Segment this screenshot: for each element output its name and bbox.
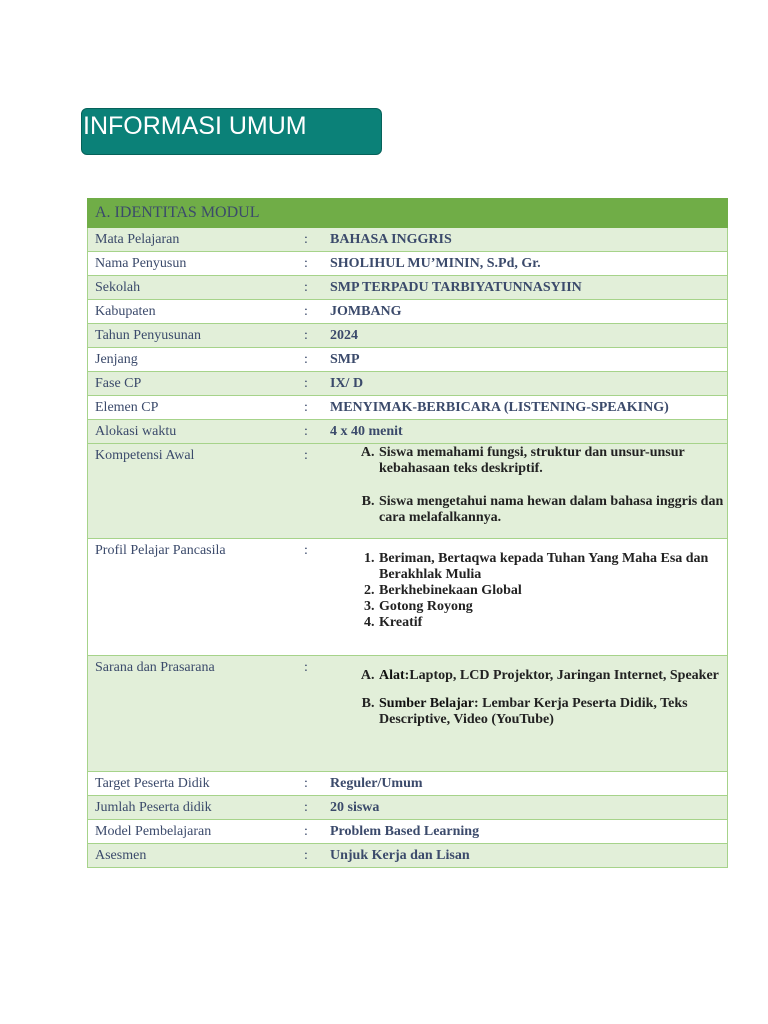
section-heading: A. IDENTITAS MODUL bbox=[88, 199, 728, 228]
row-label: Mata Pelajaran bbox=[88, 228, 304, 252]
table-row bbox=[88, 420, 728, 444]
row-label: Fase CP bbox=[88, 372, 304, 396]
sarana-list-continued bbox=[330, 696, 727, 728]
table-row bbox=[88, 844, 728, 868]
row-value: SHOLIHUL MU’MININ, S.Pd, Gr. bbox=[326, 252, 728, 276]
table-heading-row bbox=[88, 199, 728, 228]
row-value: 4 x 40 menit bbox=[326, 420, 728, 444]
table-row bbox=[88, 772, 728, 796]
row-separator: : bbox=[304, 539, 326, 656]
kompetensi-list-continued bbox=[330, 494, 727, 526]
row-separator: : bbox=[304, 276, 326, 300]
table-row bbox=[88, 324, 728, 348]
row-separator: : bbox=[304, 324, 326, 348]
row-separator: : bbox=[304, 252, 326, 276]
table-row bbox=[88, 228, 728, 252]
row-separator: : bbox=[304, 820, 326, 844]
row-label: Sarana dan Prasarana bbox=[88, 656, 304, 772]
row-value: JOMBANG bbox=[326, 300, 728, 324]
list-item bbox=[378, 668, 727, 684]
table-row bbox=[88, 539, 728, 656]
row-separator: : bbox=[304, 300, 326, 324]
table-row bbox=[88, 372, 728, 396]
row-separator: : bbox=[304, 796, 326, 820]
section-banner bbox=[81, 108, 382, 155]
row-separator: : bbox=[304, 420, 326, 444]
row-value: SMP TERPADU TARBIYATUNNASYIIN bbox=[326, 276, 728, 300]
row-value: Unjuk Kerja dan Lisan bbox=[326, 844, 728, 868]
table-row bbox=[88, 656, 728, 772]
list-item: 4. Kreatif bbox=[378, 615, 727, 631]
row-label: Sekolah bbox=[88, 276, 304, 300]
row-label: Kompetensi Awal bbox=[88, 444, 304, 539]
item-text: :Laptop, LCD Projektor, Jaringan Internet, Speaker bbox=[404, 668, 719, 683]
row-value bbox=[326, 444, 728, 539]
row-label: Jenjang bbox=[88, 348, 304, 372]
kompetensi-list bbox=[330, 445, 727, 477]
item-text: : Lembar Kerja Peserta Didik, Teks Descriptive, Video (YouTube) bbox=[379, 696, 688, 727]
row-label: Alokasi waktu bbox=[88, 420, 304, 444]
row-label: Nama Penyusun bbox=[88, 252, 304, 276]
list-item bbox=[378, 696, 727, 728]
row-separator: : bbox=[304, 772, 326, 796]
row-value: Reguler/Umum bbox=[326, 772, 728, 796]
list-item: A. Siswa memahami fungsi, struktur dan unsur-unsur kebahasaan teks deskriptif. bbox=[378, 445, 727, 477]
row-value bbox=[326, 539, 728, 656]
list-item: 3. Gotong Royong bbox=[378, 599, 727, 615]
table-row bbox=[88, 444, 728, 539]
table-row bbox=[88, 300, 728, 324]
list-item: B. Siswa mengetahui nama hewan dalam bahasa inggris dan cara melafalkannya. bbox=[378, 494, 727, 526]
row-separator: : bbox=[304, 844, 326, 868]
row-separator: : bbox=[304, 396, 326, 420]
row-value bbox=[326, 656, 728, 772]
row-separator: : bbox=[304, 444, 326, 539]
row-value: 20 siswa bbox=[326, 796, 728, 820]
table-row bbox=[88, 796, 728, 820]
row-label: Asesmen bbox=[88, 844, 304, 868]
row-label: Tahun Penyusunan bbox=[88, 324, 304, 348]
banner-title: INFORMASI UMUM bbox=[83, 112, 307, 140]
row-label: Kabupaten bbox=[88, 300, 304, 324]
row-separator: : bbox=[304, 656, 326, 772]
row-label: Profil Pelajar Pancasila bbox=[88, 539, 304, 656]
list-item: 1. Beriman, Bertaqwa kepada Tuhan Yang Maha Esa dan Berakhlak Mulia bbox=[378, 551, 727, 583]
row-value: SMP bbox=[326, 348, 728, 372]
item-key: Alat bbox=[379, 668, 405, 683]
table-row bbox=[88, 396, 728, 420]
table-row bbox=[88, 348, 728, 372]
row-label: Elemen CP bbox=[88, 396, 304, 420]
table-row bbox=[88, 820, 728, 844]
profil-list bbox=[330, 551, 727, 631]
row-label: Target Peserta Didik bbox=[88, 772, 304, 796]
row-value: Problem Based Learning bbox=[326, 820, 728, 844]
row-value: IX/ D bbox=[326, 372, 728, 396]
row-value: 2024 bbox=[326, 324, 728, 348]
identity-table bbox=[87, 198, 728, 868]
row-value: MENYIMAK-BERBICARA (LISTENING-SPEAKING) bbox=[326, 396, 728, 420]
table-row bbox=[88, 276, 728, 300]
row-separator: : bbox=[304, 348, 326, 372]
table-row bbox=[88, 252, 728, 276]
row-separator: : bbox=[304, 228, 326, 252]
row-separator: : bbox=[304, 372, 326, 396]
row-label: Model Pembelajaran bbox=[88, 820, 304, 844]
list-item: 2. Berkhebinekaan Global bbox=[378, 583, 727, 599]
row-label: Jumlah Peserta didik bbox=[88, 796, 304, 820]
item-key: Sumber Belajar bbox=[379, 696, 475, 711]
sarana-list bbox=[330, 668, 727, 684]
row-value: BAHASA INGGRIS bbox=[326, 228, 728, 252]
